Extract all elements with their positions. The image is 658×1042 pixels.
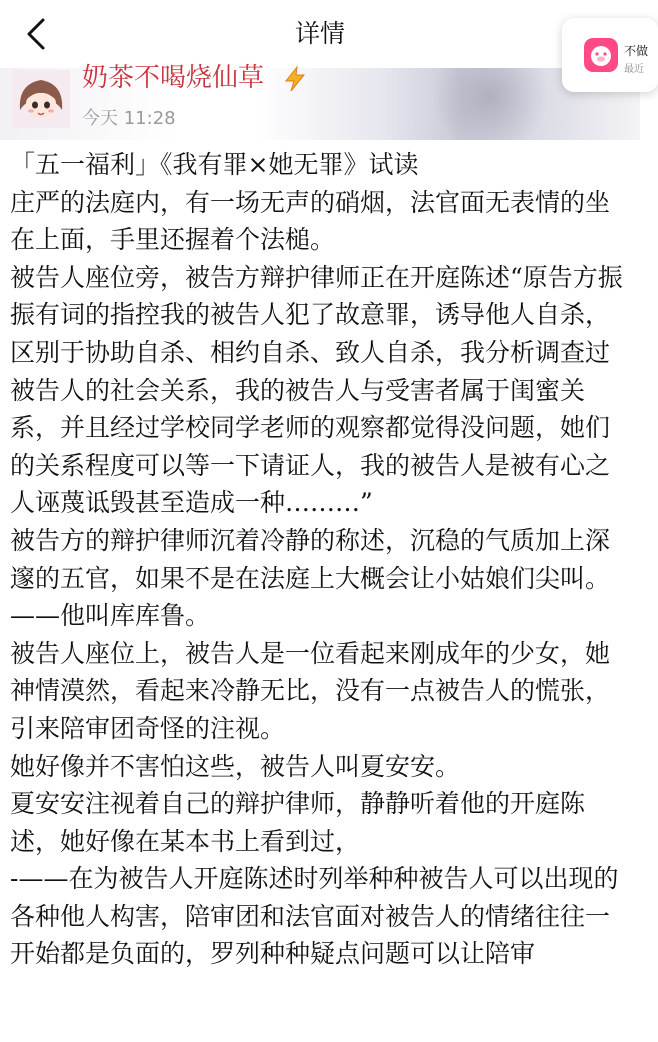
lightning-badge-icon bbox=[282, 66, 308, 92]
article-paragraph: 夏安安注视着自己的辩护律师，静静听着他的开庭陈述，她好像在某本书上看到过， bbox=[10, 789, 586, 856]
avatar[interactable] bbox=[12, 70, 70, 128]
pig-face-icon bbox=[584, 38, 618, 72]
post-timestamp: 今天 11:28 bbox=[82, 108, 176, 129]
article-paragraph: 被告人座位旁，被告方辩护律师正在开庭陈述“原告方振振有词的指控我的被告人犯了故意罪，诱导他人自杀，区别于协助自杀、相约自杀、致人自杀，我分析调查过被告人的社会关系，我的被告人与受害者属于闺蜜关系，并且经过学校同学老师的观察都觉得没问题，她们的关系程度可以等一下请证人，我的被告人是被有心之人诬蔑诋毁甚至造成一种………” bbox=[10, 262, 623, 518]
header-decoration bbox=[420, 68, 560, 140]
navigation-bar bbox=[0, 0, 640, 68]
article-paragraph: ——他叫库库鲁。 bbox=[10, 601, 211, 631]
article-paragraph: -——在为被告人开庭陈述时列举种种被告人可以出现的各种他人构害，陪审团和法官面对被告人的情绪往往一开始都是负面的，罗列种种疑点问题可以让陪审 bbox=[10, 864, 619, 969]
article-paragraph: 庄严的法庭内，有一场无声的硝烟，法官面无表情的坐在上面，手里还握着个法槌。 bbox=[10, 187, 611, 255]
article-title: 「五一福利」《我有罪×她无罪》试读 bbox=[10, 150, 419, 179]
app-icon bbox=[584, 38, 618, 72]
author-name[interactable]: 奶茶不喝烧仙草 bbox=[82, 63, 265, 93]
article-paragraph: 被告人座位上，被告人是一位看起来刚成年的少女，她神情漠然，看起来冷静无比，没有一点被告人的慌张，引来陪审团奇怪的注视。 bbox=[10, 638, 611, 743]
article-paragraph: 被告方的辩护律师沉着冷静的称述，沉稳的气质加上深邃的五官，如果不是在法庭上大概会让小姑娘们尖叫。 bbox=[10, 525, 611, 593]
page-title: 详情 bbox=[294, 19, 345, 48]
avatar-illustration bbox=[12, 70, 70, 128]
article-paragraph: 她好像并不害怕这些，被告人叫夏安安。 bbox=[10, 751, 461, 781]
floating-card-subtitle: 最近 bbox=[624, 64, 644, 75]
article-body bbox=[10, 146, 634, 973]
floating-card-title: 不做 bbox=[624, 44, 649, 58]
floating-app-card[interactable] bbox=[562, 18, 658, 92]
